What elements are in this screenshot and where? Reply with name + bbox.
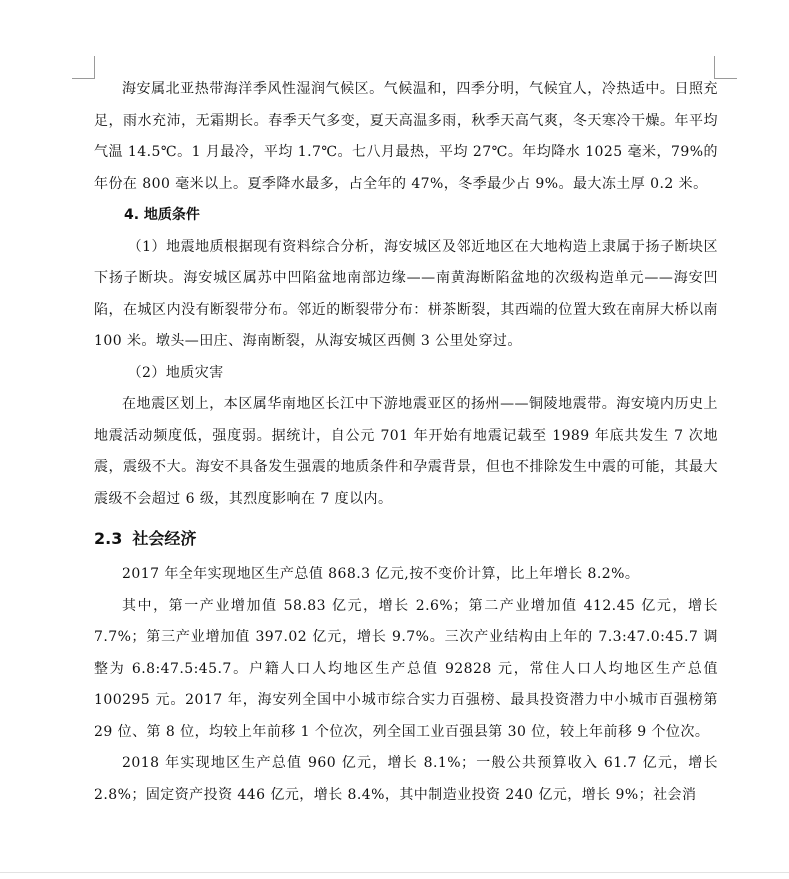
heading-geology: 4. 地质条件: [124, 207, 200, 223]
paragraph-geo-hazard: 在地震区划上，本区属华南地区长江中下游地震亚区的扬州——铜陵地震带。海安境内历史上地震活动频度低，强度弱。据统计，自公元 701 年开始有地震记载至 1989 年底共发生 7 次地震，震级不大。海安不具备发生强震的地质条件和孕震背景，但也不排除发生中震的可能，其最大震级不会超过 6 级，其烈度影响在 7 度以内。: [94, 396, 718, 507]
crop-mark-top-left: [72, 56, 95, 79]
paragraph-gdp-2017: 2017 年全年实现地区生产总值 868.3 亿元,按不变价计算，比上年增长 8.2%。: [122, 566, 640, 582]
section-heading-social-economy: [94, 523, 718, 555]
paragraph-climate: 海安属北亚热带海洋季风性湿润气候区。气候温和，四季分明，气候宜人，冷热适中。日照充足，雨水充沛，无霜期长。春季天气多变，夏天高温多雨，秋季天高气爽，冬天寒冷干燥。年平均气温 14.5℃。1 月最冷，平均 1.7℃。七八月最热，平均 27℃。年均降水 1025 毫米，79%的年份在 800 毫米以上。夏季降水最多，占全年的 47%，冬季最少占 9%。最大冻土厚 0.2 米。: [94, 81, 718, 192]
paragraph-industries: 其中，第一产业增加值 58.83 亿元，增长 2.6%；第二产业增加值 412.45 亿元，增长 7.7%；第三产业增加值 397.02 亿元，增长 9.7%。三次产业结构由上年的 7.3:47.0:45.7 调整为 6.8:47.5:45.7。户籍人口人均地区生产总值 92828 元，常住人口人均地区生产总值 100295 元。2017 年，海安列全国中小城市综合实力百强榜、最具投资潜力中小城市百强榜第 29 位、第 8 位，均较上年前移 1 个位次，列全国工业百强县第 30 位，较上年前移 9 个位次。: [94, 597, 718, 740]
section-number: 2.3: [94, 529, 123, 548]
page-bottom-divider: [0, 872, 789, 873]
section-title: 社会经济: [132, 529, 197, 548]
paragraph-seismic-geology: （1）地震地质根据现有资料综合分析，海安城区及邻近地区在大地构造上隶属于扬子断块区下扬子断块。海安城区属苏中凹陷盆地南部边缘——南黄海断陷盆地的次级构造单元——海安凹陷，在城区内没有断裂带分布。邻近的断裂带分布：栟茶断裂，其西端的位置大致在南屏大桥以南 100 米。墩头—田庄、海南断裂，从海安城区西侧 3 公里处穿过。: [94, 238, 718, 349]
paragraph-gdp-2018: 2018 年实现地区生产总值 960 亿元，增长 8.1%；一般公共预算收入 61.7 亿元，增长 2.8%；固定资产投资 446 亿元，增长 8.4%，其中制造业投资 240 亿元，增长 9%；社会消: [94, 755, 718, 803]
label-geo-hazard: （2）地质灾害: [127, 364, 224, 381]
document-body: [94, 74, 718, 811]
